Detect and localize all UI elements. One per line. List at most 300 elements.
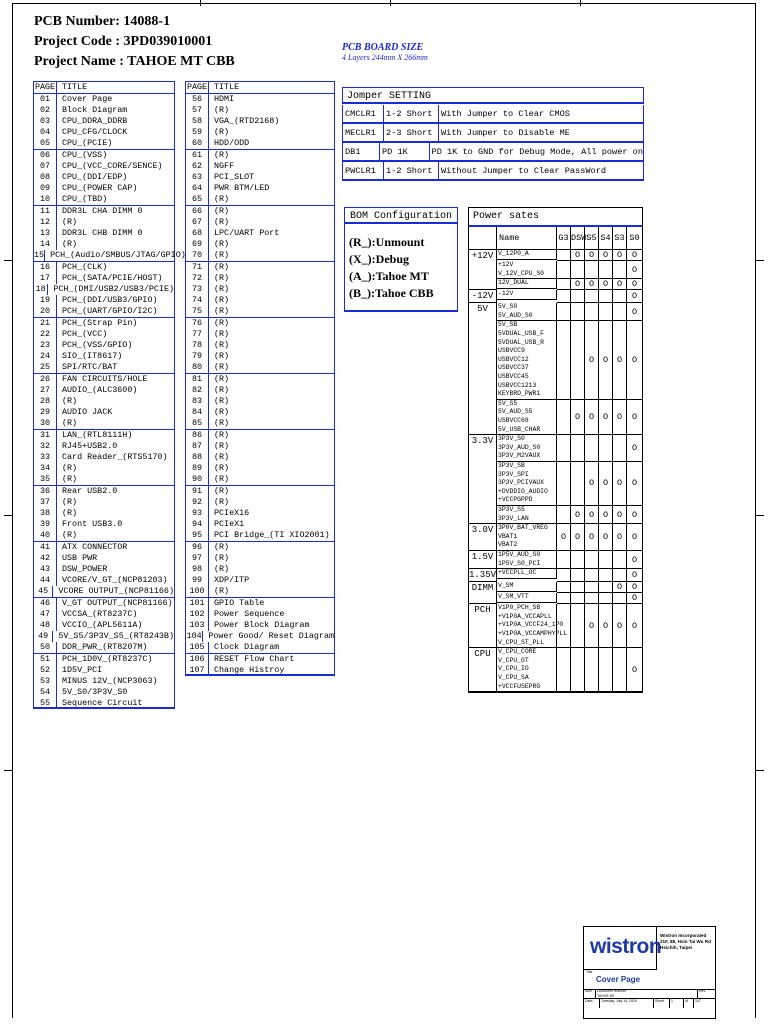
index-page-number: 01: [34, 94, 57, 105]
power-signal-name: VBAT1: [498, 532, 518, 540]
index-end-line: [33, 707, 175, 709]
power-state-cell: O: [627, 582, 642, 593]
address-line: 21F, 88, Hsin Tai Wu Rd: [660, 939, 711, 944]
index-row: [34, 474, 174, 485]
index-page-number: 95: [186, 530, 209, 541]
power-state-cell: [557, 261, 571, 279]
index-page-number: 66: [186, 206, 209, 217]
index-row: [34, 306, 174, 317]
title-label: Title: [586, 970, 593, 974]
power-state-cell: [599, 648, 613, 692]
index-page-number: 72: [186, 273, 209, 284]
index-page-number: 105: [186, 642, 209, 653]
index-page-number: 76: [186, 318, 209, 329]
index-row: [186, 306, 334, 317]
index-row: [186, 273, 334, 284]
power-signal-name: +V1P0A_VCCF24_1P0: [498, 621, 564, 629]
index-page-number: 96: [186, 542, 209, 553]
index-row: [34, 217, 174, 228]
date-value: Tuesday, July 14, 2015: [600, 999, 654, 1008]
index-page-title: AUDIO_(ALC3600): [62, 385, 138, 395]
index-page-title: PCH_(UART/GPIO/I2C): [62, 306, 158, 316]
index-page-number: 87: [186, 441, 209, 452]
index-page-title: (R): [214, 430, 230, 440]
power-state-cell: O: [613, 604, 627, 648]
index-row: [34, 485, 174, 497]
index-page-title: (R): [62, 530, 78, 540]
address-line: Hsichih, Taipei: [660, 945, 693, 950]
power-rail-label: DIMM: [469, 582, 497, 604]
bom-configuration-list: [344, 224, 458, 312]
bom-item: (A_):Tahoe MT: [349, 269, 429, 283]
title-block: [583, 926, 716, 1019]
pcb-board-size: [342, 42, 428, 62]
power-signal-name: USBVCC68: [498, 416, 529, 424]
power-signal-name: 3P3V_S5: [498, 505, 525, 513]
index-page-title: DDR_PWR_(RT8207M): [62, 642, 148, 652]
power-state-cell: O: [585, 462, 599, 506]
power-state-cell: [599, 569, 613, 582]
power-signal-name: V_SM_VTT: [498, 593, 529, 601]
power-state-cell: O: [627, 321, 642, 399]
index-page-number: 23: [34, 340, 57, 351]
index-page-number: 79: [186, 351, 209, 362]
index-row: [186, 407, 334, 418]
power-state-cell: O: [627, 506, 642, 524]
index-header-title: TITLE: [214, 82, 240, 92]
power-signal-name: 3P3V_M2VAUX: [498, 452, 541, 460]
index-page-title: (R): [214, 418, 230, 428]
index-page-number: 03: [34, 116, 57, 127]
power-signal-name: 3P3V_SB: [498, 461, 525, 469]
index-row: [186, 228, 334, 239]
index-page-title: (R): [214, 318, 230, 328]
power-state-cell: O: [613, 279, 627, 290]
index-page-number: 62: [186, 161, 209, 172]
power-signal-name: 1P5V_AUD_S0: [498, 550, 541, 558]
frame-tick: [4, 770, 12, 771]
power-signal-name: USBVCC45: [498, 372, 529, 380]
jumper-row: [342, 143, 644, 162]
index-row: [186, 609, 334, 620]
index-row: [186, 172, 334, 183]
index-page-number: 100: [186, 586, 209, 597]
index-row: [34, 642, 174, 653]
power-state-cell: [585, 569, 599, 582]
index-row: [34, 508, 174, 519]
index-row: [186, 530, 334, 541]
index-page-number: 61: [186, 150, 209, 161]
power-signal-name: 5V_S5: [498, 399, 518, 407]
index-page-title: (R): [214, 273, 230, 283]
index-page-number: 57: [186, 105, 209, 116]
power-state-cell: [557, 551, 571, 569]
power-state-cell: O: [627, 435, 642, 462]
power-state-cell: [557, 279, 571, 290]
index-page-title: PCH_1D0V_(RT8237C): [62, 654, 153, 664]
power-col-header: S3: [613, 227, 627, 250]
index-row: [34, 94, 174, 105]
power-state-cell: O: [585, 321, 599, 399]
index-row: [186, 194, 334, 205]
page-index-table-right: [185, 81, 335, 676]
index-page-number: 09: [34, 183, 57, 194]
index-row: [186, 497, 334, 508]
index-row: [186, 149, 334, 161]
index-row: [34, 205, 174, 217]
power-state-cell: [571, 569, 585, 582]
index-page-title: AUDIO JACK: [62, 407, 113, 417]
index-page-title: CPU_(DDI/EDP): [62, 172, 128, 182]
index-page-title: Rear USB2.0: [62, 486, 118, 496]
index-row: [34, 597, 174, 609]
index-page-number: 12: [34, 217, 57, 228]
index-row: [186, 250, 334, 261]
power-state-cell: [571, 648, 585, 692]
index-row: [186, 183, 334, 194]
index-page-title: (R): [214, 474, 230, 484]
index-page-title: PCH_(Audio/SMBUS/JTAG/GPIO): [50, 250, 186, 260]
index-page-title: LAN_(RTL8111H): [62, 430, 133, 440]
index-page-number: 65: [186, 194, 209, 205]
power-state-cell: O: [599, 506, 613, 524]
jumper-description: PD 1K to GND for Debug Mode, All power on: [429, 143, 643, 160]
index-page-title: Clock Diagram: [214, 642, 280, 652]
power-state-cell: [557, 462, 571, 506]
power-signal-name: VBAT2: [498, 541, 518, 549]
frame-tick: [756, 770, 764, 771]
index-page-number: 85: [186, 418, 209, 429]
sheet-title-cell: [584, 969, 715, 990]
index-page-title: Card Reader_(RTS5170): [62, 452, 168, 462]
index-page-title: PCH_(VSS/GPIO): [62, 340, 133, 350]
power-state-cell: [585, 582, 599, 593]
power-state-cell: [557, 569, 571, 582]
index-page-number: 103: [186, 620, 209, 631]
power-signal-name: +12V: [498, 261, 514, 268]
index-row: [34, 317, 174, 329]
index-page-title: V_GT OUTPUT_(NCP81166): [62, 598, 173, 608]
index-page-number: 46: [34, 598, 57, 609]
size-label: Size: [584, 989, 596, 998]
power-state-cell: [613, 290, 627, 303]
index-page-title: (R): [214, 497, 230, 507]
power-state-cell: [557, 321, 571, 399]
index-header-page: PAGE: [186, 82, 208, 92]
index-row: [34, 329, 174, 340]
index-row: [186, 284, 334, 295]
index-row: [186, 340, 334, 351]
power-state-cell: O: [627, 648, 642, 692]
power-state-cell: O: [627, 604, 642, 648]
index-row: [186, 586, 334, 597]
index-page-title: (R): [214, 306, 230, 316]
jumper-setting: 1-2 Short: [383, 162, 438, 179]
index-page-number: 58: [186, 116, 209, 127]
index-row: [186, 317, 334, 329]
index-page-number: 64: [186, 183, 209, 194]
index-row: [186, 429, 334, 441]
power-signal-list: [497, 648, 557, 692]
power-signal-name: V1P0_PCH_SB: [498, 604, 541, 612]
power-state-cell: [613, 648, 627, 692]
power-signal-name: 3P3V_LAN: [498, 514, 529, 522]
index-page-title: (R): [214, 407, 230, 417]
index-row: [186, 105, 334, 116]
index-page-title: Power Block Diagram: [214, 620, 310, 630]
index-page-number: 40: [34, 530, 57, 541]
of-label: of: [684, 999, 694, 1008]
index-page-number: 42: [34, 553, 57, 564]
pcb-board-size-title: PCB BOARD SIZE: [342, 42, 424, 53]
index-page-number: 18: [34, 284, 48, 295]
index-row: [186, 508, 334, 519]
index-page-number: 84: [186, 407, 209, 418]
index-page-number: 59: [186, 127, 209, 138]
company-address: [660, 933, 711, 951]
power-rail-label: 3.0V: [469, 524, 497, 551]
index-row: [186, 94, 334, 105]
index-row: [34, 541, 174, 553]
index-page-title: Sequence Circuit: [62, 698, 143, 708]
index-page-title: (R): [214, 374, 230, 384]
address-line: Wistron Incorporated: [660, 933, 707, 938]
power-rail-label: CPU: [469, 648, 497, 692]
index-page-number: 26: [34, 374, 57, 385]
index-row: [186, 385, 334, 396]
index-page-number: 91: [186, 486, 209, 497]
power-signal-list: [497, 279, 557, 289]
index-page-title: (R): [62, 396, 78, 406]
jumper-ref: MECLR1: [345, 128, 376, 138]
index-page-number: 63: [186, 172, 209, 183]
index-page-number: 101: [186, 598, 209, 609]
index-page-title: (R): [214, 105, 230, 115]
index-row: [34, 553, 174, 564]
power-state-cell: [557, 250, 571, 261]
index-page-number: 106: [186, 654, 209, 665]
index-page-title: ATX CONNECTOR: [62, 542, 128, 552]
index-page-number: 90: [186, 474, 209, 485]
project-header: [34, 12, 235, 72]
power-signal-name: V_CPU_SA: [498, 673, 529, 681]
index-row: [34, 620, 174, 631]
power-state-cell: O: [613, 506, 627, 524]
index-page-title: SIO_(IT8617): [62, 351, 123, 361]
index-page-number: 54: [34, 687, 57, 698]
index-row: [34, 586, 174, 597]
index-page-title: (R): [62, 474, 78, 484]
index-page-number: 07: [34, 161, 57, 172]
index-page-title: PCIeX1: [214, 519, 245, 529]
index-row: [34, 138, 174, 149]
power-state-cell: [613, 593, 627, 604]
jumper-description: With Jumper to Disable ME: [438, 124, 643, 141]
index-page-title: (R): [214, 452, 230, 462]
index-row: [34, 497, 174, 508]
index-header: [186, 82, 334, 94]
power-rail-label: -12V: [469, 290, 497, 303]
index-page-number: 77: [186, 329, 209, 340]
index-page-number: 99: [186, 575, 209, 586]
index-page-title: CPU_(TBD): [62, 194, 108, 204]
index-page-title: HDMI: [214, 94, 235, 104]
index-row: [34, 429, 174, 441]
power-state-cell: O: [627, 551, 642, 569]
power-state-cell: [599, 303, 613, 321]
power-state-cell: [599, 290, 613, 303]
power-signal-list: [497, 604, 568, 648]
index-page-number: 89: [186, 463, 209, 474]
power-state-cell: O: [613, 462, 627, 506]
index-header: [34, 82, 174, 94]
power-signal-name: V_SM: [498, 582, 514, 590]
power-state-cell: O: [599, 321, 613, 399]
index-page-title: (R): [214, 340, 230, 350]
power-state-cell: [571, 604, 585, 648]
power-signal-name: USBVCC9: [498, 347, 525, 355]
index-row: [34, 463, 174, 474]
index-row: [34, 239, 174, 250]
power-signal-name: +VCCFUSEPRG: [498, 682, 541, 690]
index-page-number: 05: [34, 138, 57, 149]
jumper-setting: 2-3 Short: [383, 124, 438, 141]
index-page-title: (R): [214, 463, 230, 473]
index-page-title: (R): [214, 127, 230, 137]
power-state-cell: [585, 290, 599, 303]
index-page-title: (R): [214, 441, 230, 451]
power-state-cell: O: [599, 400, 613, 435]
index-row: [186, 642, 334, 653]
power-state-cell: [557, 604, 571, 648]
power-state-cell: [613, 303, 627, 321]
power-state-cell: [571, 290, 585, 303]
power-signal-name: KEYBRD_PWR1: [498, 390, 541, 398]
power-state-cell: O: [599, 250, 613, 261]
index-page-number: 86: [186, 430, 209, 441]
index-page-title: (R): [214, 586, 230, 596]
index-page-number: 82: [186, 385, 209, 396]
index-row: [34, 385, 174, 396]
power-state-cell: O: [627, 261, 642, 279]
jumper-description: Without Jumper to Clear PassWord: [438, 162, 643, 179]
power-state-cell: O: [627, 290, 642, 303]
index-row: [34, 194, 174, 205]
index-row: [186, 161, 334, 172]
index-row: [34, 609, 174, 620]
power-state-cell: [613, 435, 627, 462]
power-state-cell: O: [599, 604, 613, 648]
jumper-setting: PD 1K: [379, 143, 429, 160]
document-number: [596, 989, 698, 998]
index-page-number: 15: [34, 250, 45, 260]
index-page-title: SPI/RTC/BAT: [62, 362, 118, 372]
index-row: [186, 474, 334, 485]
index-page-title: 1D5V_PCI: [62, 665, 103, 675]
index-page-number: 81: [186, 374, 209, 385]
index-page-title: 5V_S5/3P3V_S5_(RT8243B): [58, 631, 174, 641]
frame-tick: [390, 0, 391, 6]
power-state-cell: O: [571, 279, 585, 290]
power-states-grid: [469, 227, 642, 692]
index-page-title: CPU_CFG/CLOCK: [62, 127, 128, 137]
power-signal-list: [497, 400, 557, 435]
jumper-ref: PWCLR1: [345, 166, 376, 176]
index-page-number: 13: [34, 228, 57, 239]
power-signal-name: USBVCC37: [498, 364, 529, 372]
power-state-cell: [585, 593, 599, 604]
power-rail-label: 1.5V: [469, 551, 497, 569]
sheet-label: Sheet: [654, 999, 670, 1008]
power-state-cell: [613, 569, 627, 582]
index-row: [186, 205, 334, 217]
power-signal-name: USBVCC12: [498, 355, 529, 363]
index-page-number: 56: [186, 94, 209, 105]
power-signal-name: 3P0V_BAT_VREG: [498, 524, 548, 532]
frame-tick: [756, 260, 764, 261]
power-state-cell: O: [599, 279, 613, 290]
sheet-title: Cover Page: [596, 975, 641, 984]
project-code: Project Code : 3PD039010001: [34, 34, 213, 49]
power-state-cell: [557, 582, 571, 593]
power-signal-name: USBVCC1213: [498, 381, 537, 389]
bom-configuration-title: BOM Configuration: [344, 207, 458, 224]
index-page-number: 08: [34, 172, 57, 183]
power-state-cell: O: [571, 400, 585, 435]
index-row: [34, 373, 174, 385]
index-page-title: Cover Page: [62, 94, 113, 104]
index-row: [186, 519, 334, 530]
index-page-number: 52: [34, 665, 57, 676]
index-page-title: (R): [62, 497, 78, 507]
power-signal-name: 5V_AUD_S5: [498, 408, 533, 416]
index-page-title: Power Sequence: [214, 609, 285, 619]
index-row: [34, 340, 174, 351]
index-page-title: PCI_SLOT: [214, 172, 255, 182]
power-state-cell: [571, 261, 585, 279]
index-page-title: CPU_DDRA_DDRB: [62, 116, 128, 126]
index-row: [34, 441, 174, 452]
index-row: [186, 295, 334, 306]
index-page-title: (R): [62, 463, 78, 473]
index-row: [34, 631, 174, 642]
index-page-title: (R): [214, 250, 230, 260]
power-state-cell: O: [585, 250, 599, 261]
index-row: [186, 631, 334, 642]
pcb-number: PCB Number: 14088-1: [34, 14, 171, 29]
index-page-number: 11: [34, 206, 57, 217]
index-page-title: FAN CIRCUITS/HOLE: [62, 374, 148, 384]
index-row: [34, 127, 174, 138]
index-row: [34, 452, 174, 463]
index-page-title: VCCSA_(RT8237C): [62, 609, 138, 619]
index-row: [186, 452, 334, 463]
power-col-header: Name: [497, 227, 557, 250]
index-page-number: 80: [186, 362, 209, 373]
index-row: [186, 138, 334, 149]
index-row: [34, 228, 174, 239]
jumper-row: [342, 162, 644, 181]
frame-tick: [200, 0, 201, 6]
power-signal-name: -12V: [498, 290, 514, 298]
power-state-cell: [599, 435, 613, 462]
index-page-title: (R): [214, 295, 230, 305]
power-state-cell: [599, 582, 613, 593]
index-page-title: (R): [214, 542, 230, 552]
power-signal-list: [497, 250, 557, 260]
power-signal-list: [497, 593, 557, 603]
index-page-title: VCORE/V_GT_(NCP81203): [62, 575, 168, 585]
